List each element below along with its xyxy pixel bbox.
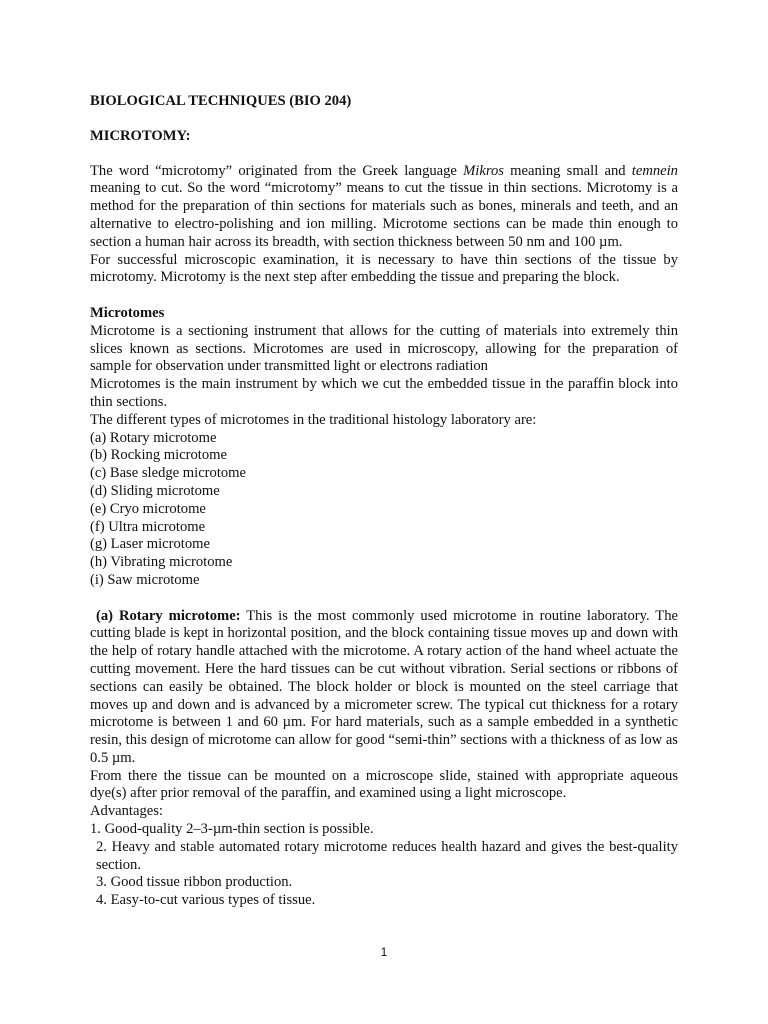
list-item: (f) Ultra microtome — [90, 518, 206, 535]
term-mikros: Mikros — [463, 162, 504, 179]
microtomes-paragraph-2: Microtomes is the main instrument by which we cut the embedded tissue in the paraffin block into thin sections. — [90, 376, 678, 410]
intro-text-a: The word “microtomy” originated from the Greek language — [90, 162, 464, 179]
advantages-list — [90, 821, 678, 910]
microtomes-paragraph-1: Microtome is a sectioning instrument that allows for the cutting of materials into extremely thin slices known as sections. Microtomes are used in microscopy, allowing for the preparation of sample for observation under transmitted light or electrons radiation — [90, 322, 678, 375]
term-temnein: temnein — [631, 162, 678, 179]
intro-text-c: meaning to cut. So the word “microtomy” means to cut the tissue in thin sections. Microtomy is a method for the preparation of thin sections for materials such as bones, minerals and teeth, and an alternative to electro-polishing and ion milling. Microtome sections can be made thin enough to section a human hair across its breadth, with section thickness between 50 nm and 100 µm. — [90, 180, 678, 250]
intro-paragraph-2: For successful microscopic examination, it is necessary to have thin sections of the tissue by microtomy. Microtomy is the next step after embedding the tissue and preparing the block. — [90, 251, 678, 286]
list-item: (g) Laser microtome — [90, 536, 210, 553]
intro-paragraph — [90, 163, 678, 252]
microtomes-paragraph-3: The different types of microtomes in the traditional histology laboratory are: — [90, 411, 537, 428]
list-item: 2. Heavy and stable automated rotary microtome reduces health hazard and gives the best-quality section. — [96, 838, 678, 873]
rotary-paragraph-2: From there the tissue can be mounted on a microscope slide, stained with appropriate aqueous dye(s) after prior removal of the paraffin, and examined using a light microscope. — [90, 767, 678, 802]
list-item: 1. Good-quality 2–3-µm-thin section is possible. — [90, 821, 374, 838]
list-item: 4. Easy-to-cut various types of tissue. — [96, 892, 316, 909]
list-item: (i) Saw microtome — [90, 571, 200, 588]
document-title: BIOLOGICAL TECHNIQUES (BIO 204) — [90, 93, 352, 109]
list-item: (e) Cryo microtome — [90, 500, 206, 517]
list-item: 3. Good tissue ribbon production. — [96, 874, 293, 891]
advantages-label: Advantages: — [90, 803, 163, 820]
list-item: (a) Rotary microtome — [90, 429, 217, 446]
list-item: (b) Rocking microtome — [90, 447, 227, 464]
rotary-lead: (a) Rotary microtome: — [95, 607, 241, 624]
section-title-microtomy: MICROTOMY: — [90, 127, 191, 144]
microtomes-heading: Microtomes — [90, 304, 165, 321]
microtome-types-list — [90, 430, 678, 590]
document-page — [90, 93, 678, 910]
list-item: (c) Base sledge microtome — [90, 465, 247, 482]
rotary-text: This is the most commonly used microtome in routine laboratory. The cutting blade is kept in horizontal position, and the block containing tissue moves up and down with the help of rotary handle attached with the microtome. A rotary action of the hand wheel actuate the cutting movement. Here the hard tissues can be cut without vibration. Serial sections or ribbons of sections can easily be obtained. The block holder or block is mounted on the steel carriage that moves up and down and is advanced by a micrometer screw. The typical cut thickness for a rotary microtome is between 1 and 60 µm. For hard materials, such as a sample embedded in a synthetic resin, this design of microtome can allow for good “semi-thin” sections with a thickness of as low as 0.5 µm. — [90, 607, 678, 766]
list-item: (h) Vibrating microtome — [90, 554, 233, 571]
intro-text-b: meaning small and — [503, 162, 632, 179]
rotary-paragraph-1 — [90, 608, 678, 768]
list-item: (d) Sliding microtome — [90, 482, 220, 499]
page-number: 1 — [380, 945, 388, 959]
